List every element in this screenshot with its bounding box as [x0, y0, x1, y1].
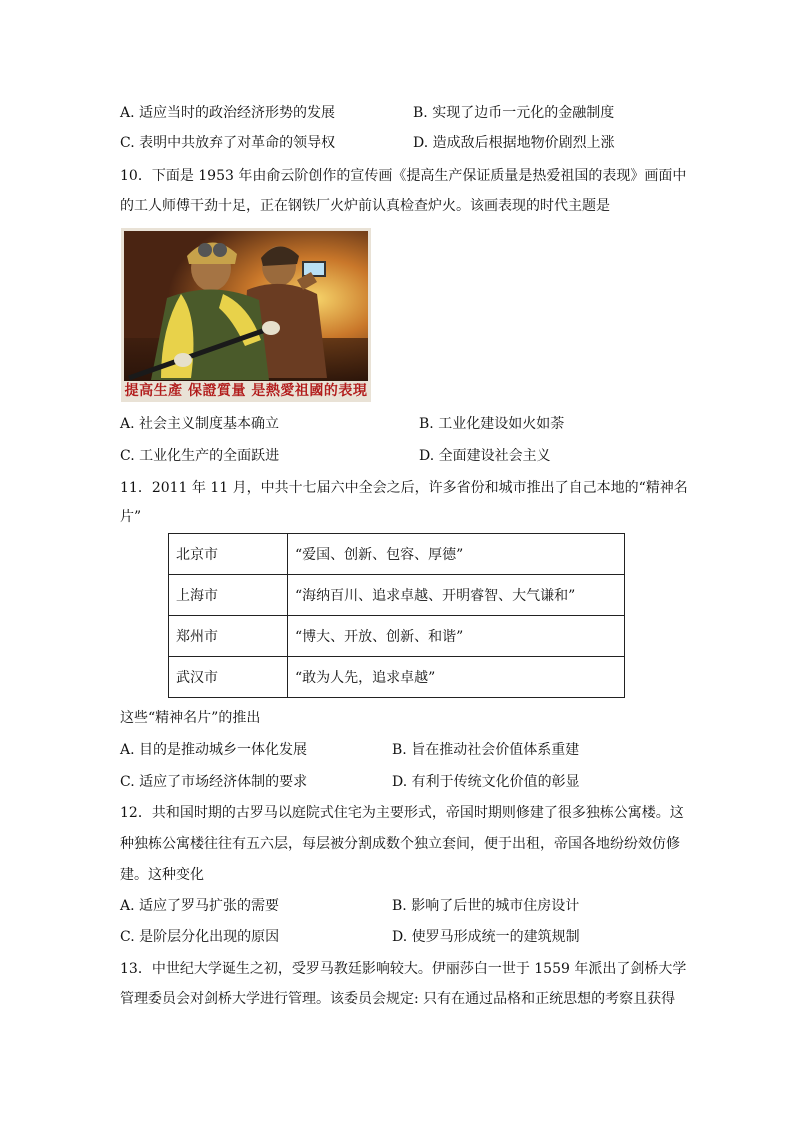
option-label: D. — [392, 774, 408, 790]
q12-stem-line1: 12．共和国时期的古罗马以庭院式住宅为主要形式，帝国时期则修建了很多独栋公寓楼。这 — [120, 805, 684, 821]
poster-artwork-icon — [121, 228, 371, 402]
option-text: 有利于传统文化价值的彰显 — [411, 774, 580, 790]
q12-option-a[interactable] — [120, 896, 279, 916]
q9-option-b[interactable] — [413, 103, 614, 123]
q11-option-b[interactable] — [392, 740, 579, 760]
table-cell-city: 武汉市 — [169, 657, 288, 698]
q11-option-a[interactable] — [120, 740, 307, 760]
q10-stem-line1: 10．下面是 1953 年由俞云阶创作的宣传画《提高生产保证质量是热爱祖国的表现》画面中 — [120, 168, 687, 184]
q11-after-table: 这些“精神名片”的推出 — [120, 710, 261, 726]
table-row — [169, 657, 625, 698]
q11-stem-line1: 11．2011 年 11 月，中共十七届六中全会之后，许多省份和城市推出了自己本地的“精神名 — [120, 480, 688, 496]
q12-option-c[interactable] — [120, 927, 279, 947]
option-label: B. — [419, 416, 434, 432]
q10-propaganda-poster — [121, 228, 371, 402]
city-spirit-table — [168, 533, 625, 698]
option-text: 社会主义制度基本确立 — [139, 416, 280, 432]
table-cell-motto: “敢为人先，追求卓越” — [288, 657, 625, 698]
q12-stem-line2: 种独栋公寓楼往往有五六层，每层被分割成数个独立套间，便于出租，帝国各地纷纷效仿修 — [120, 836, 680, 852]
q10-option-a[interactable] — [120, 414, 279, 434]
q12-option-b[interactable] — [392, 896, 579, 916]
option-text: 适应了罗马扩张的需要 — [139, 898, 280, 914]
option-text: 实现了边币一元化的金融制度 — [432, 105, 615, 121]
option-text: 旨在推动社会价值体系重建 — [411, 742, 580, 758]
q10-option-b[interactable] — [419, 414, 564, 434]
table-cell-city: 郑州市 — [169, 616, 288, 657]
table-cell-city: 上海市 — [169, 575, 288, 616]
q11-stem-line2: 片” — [120, 509, 142, 525]
option-text: 造成敌后根据地物价剧烈上涨 — [432, 135, 615, 151]
option-label: B. — [392, 742, 407, 758]
option-text: 适应当时的政治经济形势的发展 — [139, 105, 336, 121]
q12-option-d[interactable] — [392, 927, 580, 947]
option-text: 使罗马形成统一的建筑规制 — [411, 929, 580, 945]
q10-stem-line2: 的工人师傅干劲十足，正在钢铁厂火炉前认真检查炉火。该画表现的时代主题是 — [120, 198, 610, 214]
q12-stem-line3: 建。这种变化 — [120, 867, 204, 883]
option-label: C. — [120, 135, 135, 151]
option-label: B. — [413, 105, 428, 121]
table-cell-city: 北京市 — [169, 534, 288, 575]
q9-option-a[interactable] — [120, 103, 335, 123]
table-row — [169, 616, 625, 657]
q10-option-c[interactable] — [120, 446, 279, 466]
option-text: 工业化生产的全面跃进 — [139, 448, 280, 464]
option-label: C. — [120, 448, 135, 464]
table-cell-motto: “海纳百川、追求卓越、开明睿智、大气谦和” — [288, 575, 625, 616]
option-label: D. — [413, 135, 429, 151]
table-row — [169, 534, 625, 575]
option-label: C. — [120, 929, 135, 945]
option-text: 适应了市场经济体制的要求 — [139, 774, 308, 790]
option-text: 目的是推动城乡一体化发展 — [139, 742, 308, 758]
option-text: 影响了后世的城市住房设计 — [411, 898, 580, 914]
option-label: A. — [120, 105, 135, 121]
option-label: A. — [120, 742, 135, 758]
q9-option-c[interactable] — [120, 133, 335, 153]
q11-option-d[interactable] — [392, 772, 580, 792]
q11-option-c[interactable] — [120, 772, 307, 792]
table-cell-motto: “爱国、创新、包容、厚德” — [288, 534, 625, 575]
option-text: 表明中共放弃了对革命的领导权 — [139, 135, 336, 151]
q10-option-d[interactable] — [419, 446, 551, 466]
option-text: 工业化建设如火如荼 — [438, 416, 565, 432]
table-cell-motto: “博大、开放、创新、和谐” — [288, 616, 625, 657]
table-row — [169, 575, 625, 616]
option-text: 是阶层分化出现的原因 — [139, 929, 280, 945]
poster-caption: 提高生產 保證質量 是熱愛祖國的表現 — [124, 383, 368, 399]
option-label: A. — [120, 898, 135, 914]
option-label: D. — [392, 929, 408, 945]
option-text: 全面建设社会主义 — [438, 448, 551, 464]
option-label: D. — [419, 448, 435, 464]
q13-stem-line2: 管理委员会对剑桥大学进行管理。该委员会规定: 只有在通过品格和正统思想的考察且获得 — [120, 991, 676, 1007]
option-label: C. — [120, 774, 135, 790]
option-label: B. — [392, 898, 407, 914]
q9-option-d[interactable] — [413, 133, 615, 153]
option-label: A. — [120, 416, 135, 432]
q13-stem-line1: 13．中世纪大学诞生之初，受罗马教廷影响较大。伊丽莎白一世于 1559 年派出了剑桥大学 — [120, 961, 687, 977]
